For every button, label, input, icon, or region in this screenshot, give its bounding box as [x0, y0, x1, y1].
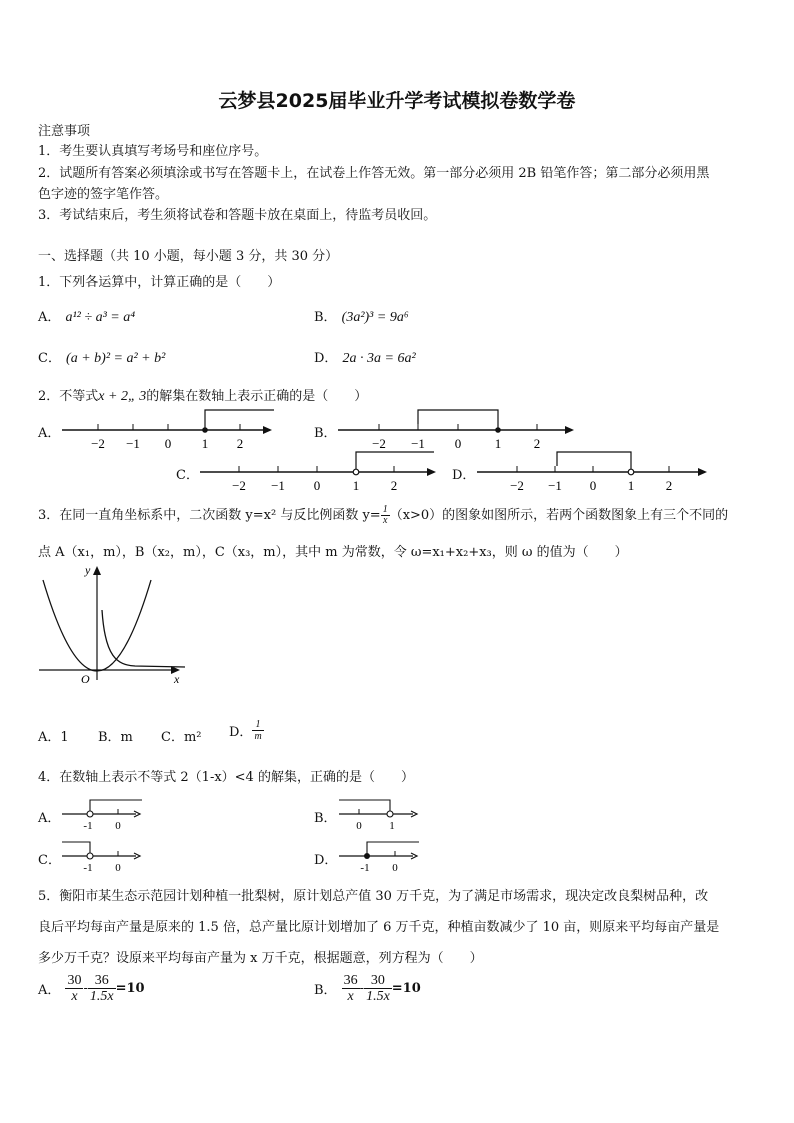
- fraction: [342, 973, 360, 1004]
- option-label: B．: [314, 983, 337, 998]
- q4-option-d-label: D．: [314, 853, 338, 868]
- fraction-denominator: 1.5x: [89, 989, 114, 1004]
- solution-bracket: [339, 800, 390, 814]
- tick-label: 1: [389, 820, 395, 832]
- notice-item: 色字迹的签字笔作答。: [38, 187, 169, 202]
- fraction-numerator: 30: [364, 973, 392, 989]
- stem-inequality: x + 2„ 3: [98, 389, 147, 404]
- option-expr: 2a · 3a = 6a²: [342, 351, 416, 366]
- fraction: [364, 973, 392, 1004]
- notice-heading: 注意事项: [38, 124, 91, 139]
- hollow-point: [87, 811, 93, 817]
- tick-label: 2: [533, 436, 541, 451]
- tick-label: 0: [164, 436, 172, 451]
- stem-text: （x>0）的图象如图所示，若两个函数图象上有三个不同的: [389, 508, 729, 523]
- q1-option-a: [38, 306, 135, 326]
- q3-function-graph: [35, 562, 195, 692]
- stem-text: 3．在同一直角坐标系中，二次函数 y=x² 与反比例函数 y=: [38, 508, 381, 523]
- tick-label: -1: [83, 862, 93, 874]
- option-label: A．: [38, 310, 61, 325]
- fraction-numerator: 36: [88, 973, 116, 989]
- tick-label: -1: [360, 862, 370, 874]
- hollow-point: [628, 469, 634, 475]
- fraction-numerator: 30: [67, 973, 82, 988]
- ticks: [239, 466, 394, 472]
- ticks: [517, 466, 669, 472]
- question-5-stem-line2: 良后平均每亩产量是原来的 1.5 倍，总产量比原计划增加了 6 万千克，种植亩数减少了 10 亩，则原来平均每亩产量是: [38, 920, 720, 935]
- fraction-1-over-m: [252, 719, 263, 742]
- arrow-head: [427, 468, 436, 476]
- q3-option-b: B．m: [98, 730, 133, 745]
- tick-label: −1: [411, 436, 425, 451]
- tick-label: 0: [356, 820, 362, 832]
- option-expr: a¹² ÷ a³ = a⁴: [65, 310, 136, 325]
- option-label: D．: [314, 351, 338, 366]
- tick-label: −2: [91, 436, 105, 451]
- equation-rhs: =10: [115, 981, 145, 996]
- operator: -: [359, 981, 365, 996]
- tick-label: -1: [83, 820, 93, 832]
- tick-label: 1: [352, 478, 360, 493]
- stem-text: 2．不等式: [38, 389, 99, 404]
- tick-label: 2: [390, 478, 398, 493]
- arrow-head: [263, 426, 272, 434]
- origin-label: O: [81, 672, 90, 686]
- q1-option-d: [314, 347, 416, 367]
- tick-label: −1: [126, 436, 140, 451]
- notice-item: 3．考试结束后，考生须将试卷和答题卡放在桌面上，待监考员收回。: [38, 208, 437, 223]
- q2-option-a-label: A．: [38, 426, 61, 441]
- fraction-numerator: 36: [343, 973, 358, 988]
- fraction-denominator: x: [71, 989, 78, 1004]
- stem-text: 的解集在数轴上表示正确的是（ ）: [146, 389, 368, 404]
- q2-number-line-d: [475, 446, 715, 496]
- hollow-point: [387, 811, 393, 817]
- tick-label: 1: [494, 436, 502, 451]
- question-5-stem-line1: 5．衡阳市某生态示范园计划种植一批梨树，原计划总产值 30 万千克，为了满足市场需求，现决定改良梨树品种，改: [38, 889, 709, 904]
- tick-label: −2: [510, 478, 524, 493]
- exam-title: 云梦县2025届毕业升学考试模拟卷数学卷: [218, 90, 576, 112]
- question-5-stem-line3: 多少万千克？设原来平均每亩产量为 x 万千克，根据题意，列方程为（ ）: [38, 951, 483, 966]
- ticks: [98, 424, 240, 430]
- option-label: C．: [38, 351, 61, 366]
- q1-option-b: [314, 306, 409, 326]
- operator: -: [83, 981, 88, 996]
- tick-label: −1: [548, 478, 562, 493]
- fraction-denominator: 1.5x: [366, 989, 390, 1004]
- tick-label: 0: [392, 862, 398, 874]
- fraction-numerator: 1: [382, 504, 388, 515]
- solution-bracket: [90, 800, 142, 814]
- arrow-head: [698, 468, 707, 476]
- tick-label: 1: [627, 478, 635, 493]
- notice-item: 2．试题所有答案必须填涂或书写在答题卡上，在试卷上作答无效。第一部分必须用 2B 铅笔作答；第二部分必须用黑: [38, 166, 710, 181]
- fraction-numerator: 1: [252, 719, 263, 731]
- q5-option-a: [38, 973, 145, 1004]
- fraction-denominator: m: [254, 731, 262, 742]
- y-axis-arrow: [93, 566, 101, 575]
- question-4-stem: 4．在数轴上表示不等式 2（1-x）<4 的解集，正确的是（ ）: [38, 770, 414, 785]
- q4-option-a-label: A．: [38, 811, 61, 826]
- q2-option-b-label: B．: [314, 426, 337, 441]
- option-label: B．: [314, 310, 337, 325]
- arrow-head: [565, 426, 574, 434]
- q2-number-line-c: [198, 446, 443, 496]
- q4-number-line-d: [337, 838, 422, 874]
- equation-rhs: =10: [391, 981, 421, 996]
- hollow-point: [87, 853, 93, 859]
- solution-bracket: [356, 452, 434, 472]
- tick-label: 0: [454, 436, 462, 451]
- tick-label: 0: [313, 478, 321, 493]
- section-heading: 一、选择题（共 10 小题，每小题 3 分，共 30 分）: [38, 249, 339, 264]
- fraction-1-over-x: [381, 505, 390, 526]
- solution-bracket: [557, 452, 631, 472]
- q4-number-line-c: [60, 838, 145, 874]
- solution-bracket: [62, 842, 90, 856]
- question-3-stem-line2: 点 A（x₁，m），B（x₂，m），C（x₃，m），其中 m 为常数，令 ω=x₁+x₂+x₃，则 ω 的值为（ ）: [38, 545, 628, 560]
- q2-option-c-label: C．: [176, 468, 199, 483]
- option-label: D．: [229, 725, 253, 740]
- solution-bracket: [367, 842, 419, 856]
- option-label: A．: [38, 983, 61, 998]
- question-2-stem: [38, 385, 367, 405]
- question-3-stem-line1: [38, 504, 728, 526]
- tick-label: 0: [589, 478, 597, 493]
- fraction-denominator: x: [382, 515, 388, 526]
- q4-option-c-label: C．: [38, 853, 61, 868]
- solid-point: [202, 427, 208, 433]
- tick-label: −1: [271, 478, 285, 493]
- tick-label: 2: [665, 478, 673, 493]
- ticks: [379, 424, 537, 430]
- q4-number-line-b: [337, 796, 422, 832]
- q3-option-d: [229, 719, 264, 742]
- notice-item: 1．考生要认真填写考场号和座位序号。: [38, 144, 268, 159]
- tick-label: −2: [372, 436, 386, 451]
- q1-option-c: [38, 347, 165, 367]
- q4-number-line-a: [60, 796, 145, 832]
- question-1-stem: 1．下列各运算中，计算正确的是（ ）: [38, 275, 281, 290]
- q5-option-b: [314, 973, 421, 1004]
- solid-point: [495, 427, 501, 433]
- tick-label: 2: [236, 436, 244, 451]
- tick-label: −2: [232, 478, 246, 493]
- y-axis-label: y: [85, 563, 91, 577]
- tick-label: 0: [115, 862, 121, 874]
- option-expr: (3a²)³ = 9a⁶: [341, 310, 409, 325]
- q3-option-c: C．m²: [161, 730, 202, 745]
- x-axis-label: x: [174, 672, 180, 686]
- q4-option-b-label: B．: [314, 811, 337, 826]
- fraction-denominator: x: [347, 989, 354, 1004]
- hollow-point: [353, 469, 359, 475]
- fraction: [88, 973, 116, 1004]
- tick-label: 1: [201, 436, 209, 451]
- q3-option-a: A．1: [38, 730, 69, 745]
- solid-point: [364, 853, 370, 859]
- q2-option-d-label: D．: [452, 468, 476, 483]
- hyperbola-curve: [102, 610, 185, 667]
- option-expr: (a + b)² = a² + b²: [66, 351, 166, 366]
- fraction: [65, 973, 83, 1004]
- tick-label: 0: [115, 820, 121, 832]
